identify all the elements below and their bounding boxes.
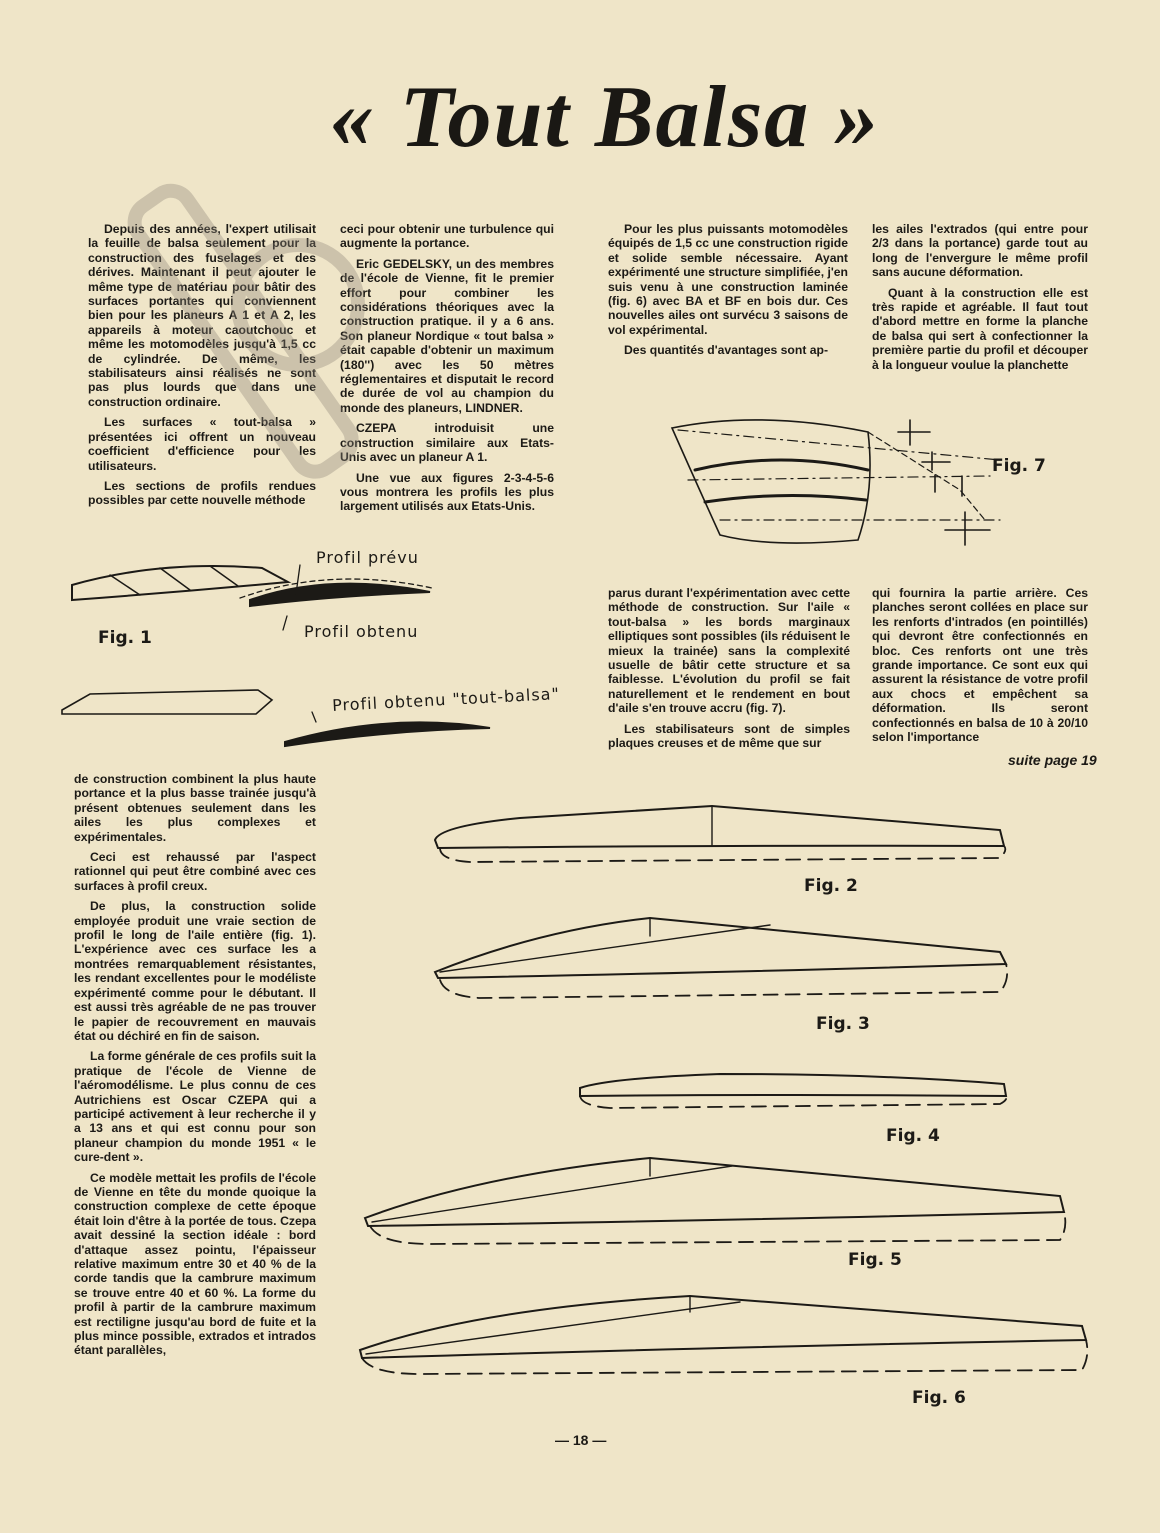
label-profil-prevu: Profil prévu [316, 548, 419, 567]
paragraph: ceci pour obtenir une turbulence qui augmente la portance. [340, 222, 554, 251]
paragraph: Les sections de profils rendues possibles par cette nouvelle méthode [88, 478, 316, 508]
label-fig-1: Fig. 1 [98, 628, 152, 648]
label-fig-5: Fig. 5 [848, 1250, 902, 1270]
paragraph: Depuis des années, l'expert utilisait la feuille de balsa seulement pour la construction des fuselages et des dérives. Maintenant il peut ajouter le même type de matériau pour bâtir des surfaces portantes qui conviennent bien pour les planeurs A 1 et A 2, les appareils à moteur caoutchouc et même les motomodèles jusqu'à 1,5 cc de cylindrée. De même, les stabilisateurs ainsi réalisés ne sont pas plus lourds que dans une construction ordinaire. [88, 222, 316, 409]
fig1-wing-drawing [72, 565, 432, 630]
fig5-drawing [365, 1158, 1065, 1244]
label-fig-2: Fig. 2 [804, 876, 858, 896]
paragraph: Des quantités d'avantages sont ap- [624, 343, 829, 358]
paragraph: Quant à la construction elle est très rapide et agréable. Il faut tout d'abord mettre en forme la planche de balsa qui sert à confectionner la première partie du profil et découper à la longueur voulue la planchette [872, 285, 1088, 372]
paragraph: Ce modèle mettait les profils de l'école de Vienne en tête du monde quoique la construction complexe de cette époque était loin d'être à la portée de tous. Czepa avait dessiné la section idéale : bord d'attaque assez pointu, l'épaisseur relative maximum entre 30 et 40 % de la corde tandis que la cambrure maximum se trouve entre 40 et 60 %. La forme du profil à partir de la cambrure maximum est rectiligne jusqu'au bord de fuite et la plus mince possible, extrados et intrados étant parallèles, [74, 1170, 316, 1358]
fig6-drawing [360, 1296, 1087, 1374]
paragraph: de construction combinent la plus haute portance et la plus basse trainée jusqu'à présent obtenues seulement dans les ailes les plus complexes et expérimentales. [74, 772, 316, 844]
label-fig-4: Fig. 4 [886, 1126, 940, 1146]
continued-note: suite page 19 [1008, 752, 1097, 768]
page-title: « Tout Balsa » [329, 69, 881, 166]
fig3-drawing [435, 918, 1007, 998]
paragraph: La forme générale de ces profils suit la pratique de l'école de Vienne de l'aéromodélisme. Le plus connu de ces Autrichiens est Oscar CZEPA qui a participé activement à leur recherche il y a 13 ans et qui est connu pour son planeur champion du monde 1951 « le cure-dent ». [74, 1049, 316, 1165]
label-fig-3: Fig. 3 [816, 1014, 870, 1034]
label-profil-obtenu: Profil obtenu [304, 622, 419, 641]
label-fig-6: Fig. 6 [912, 1388, 966, 1408]
paragraph: Les stabilisateurs sont de simples plaques creuses et de même que sur [608, 721, 850, 751]
paragraph: Ceci est rehaussé par l'aspect rationnel qui peut être combiné avec ces surfaces à profil creux. [74, 850, 316, 893]
paragraph: qui fournira la partie arrière. Ces planches seront collées en place sur les renforts d'intrados (en pointillés) qui devront être confectionnés en bloc. Ces renforts ont une très grande importance. Ce sont eux qui assurent la résistance de votre profil aux chocs et empêchent sa déformation. Ils seront confectionnés en balsa de 10 à 20/10 selon l'importance [872, 586, 1088, 745]
page-number: — 18 — [555, 1432, 607, 1448]
paragraph: Les surfaces « tout-balsa » présentées ici offrent un nouveau coefficient d'efficience pour les utilisateurs. [88, 415, 316, 473]
fig4-drawing [580, 1074, 1006, 1108]
paragraph: De plus, la construction solide employée produit une vraie section de profil le long de l'aile entière (fig. 1). L'expérience avec ces surface les a montrées remarquablement résistantes, les rendant excellentes pour le modéliste expérimenté comme pour le débutant. Il est aussi très agréable de ne pas trouver le papier de recouvrement en mauvais état ou déchiré en fin de saison. [74, 899, 316, 1043]
paragraph: Eric GEDELSKY, un des membres de l'école de Vienne, fit le premier effort pour combiner les considérations théoriques avec la construction pratique. il y a 6 ans. Son planeur Nordique « tout balsa » était capable d'obtenir un maximum (180'') avec les 50 mètres réglementaires et disputait le record de durée de vol au champion du monde des planeurs, LINDNER. [340, 256, 554, 415]
fig7-drawing [672, 420, 1000, 545]
label-profil-tout-balsa: Profil obtenu "tout-balsa" [331, 684, 561, 715]
paragraph: parus durant l'expérimentation avec cette méthode de construction. Sur l'aile « tout-balsa » les bords marginaux elliptiques sont possibles (ils réduisent le mieux la trainée) sans la complexité usuelle de bâtir cette structure et sa faiblesse. L'évolution du profil se fait naturellement et le rendement en bout d'aile s'en trouve accru (fig. 7). [608, 586, 850, 716]
paragraph: les ailes l'extrados (qui entre pour 2/3 dans la portance) garde tout au long de l'envergure le même profil sans aucune déformation. [872, 222, 1088, 280]
label-fig-7: Fig. 7 [992, 456, 1046, 476]
fig2-drawing [435, 806, 1005, 862]
paragraph: Une vue aux figures 2-3-4-5-6 vous montrera les profils les plus largement utilisés aux Etats-Unis. [340, 470, 554, 514]
paragraph: CZEPA introduisit une construction similaire aux Etats-Unis avec un planeur A 1. [340, 421, 554, 465]
paragraph: Pour les plus puissants motomodèles équipés de 1,5 cc une construction rigide et solide semble nécessaire. Ayant expérimenté une structure simplifiée, j'en suis venu à une construction laminée (fig. 6) avec BA et BF en bois dur. Ces nouvelles ailes ont survécu 3 saisons de vol expérimental. [608, 222, 848, 337]
